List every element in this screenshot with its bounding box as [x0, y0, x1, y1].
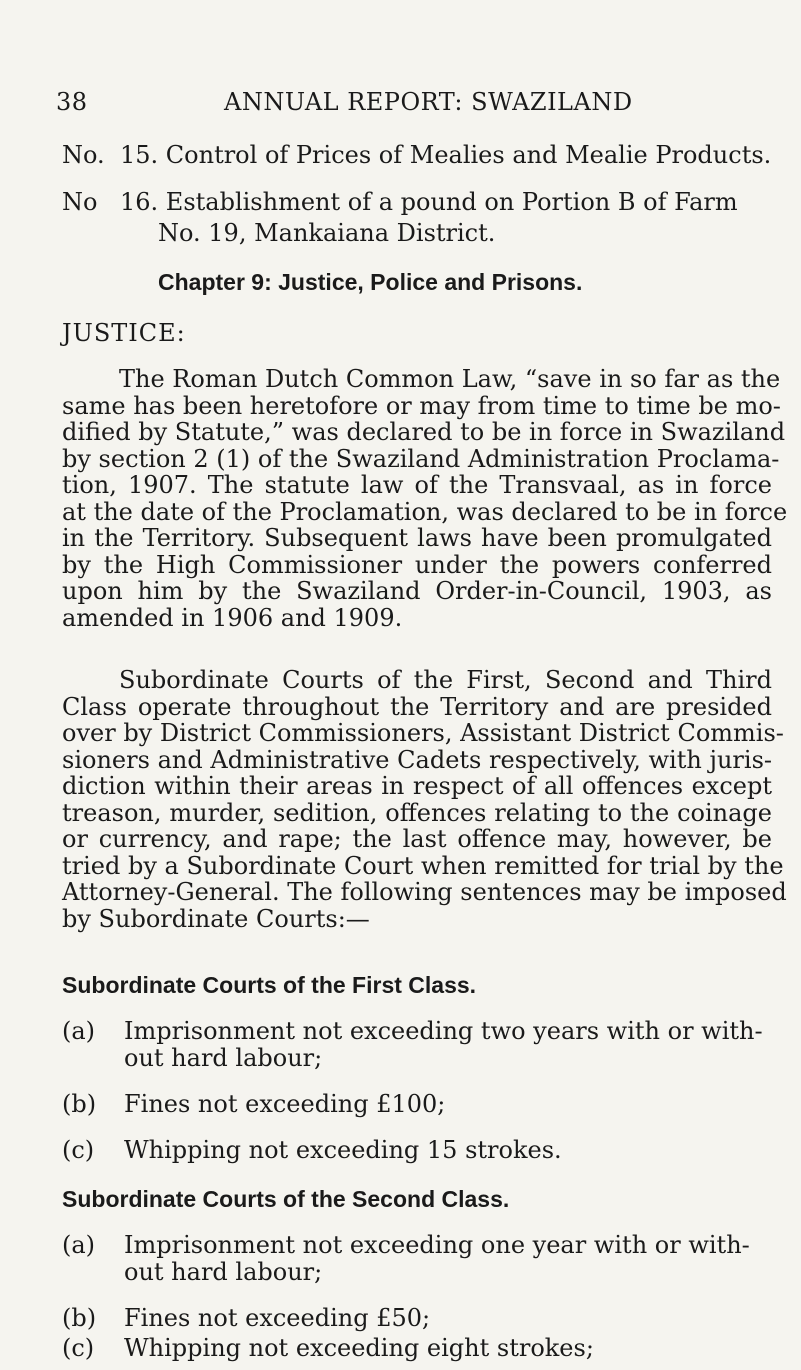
paragraph-line: sioners and Administrative Cadets respectively, with juris-	[62, 745, 772, 774]
running-title: ANNUAL REPORT: SWAZILAND	[224, 88, 633, 116]
paragraph-line: tried by a Subordinate Court when remitted for trial by the	[62, 851, 784, 880]
second-class-item-marker: (c)	[62, 1334, 95, 1362]
paragraph-line: upon him by the Swaziland Order-in-Council, 1903, as	[62, 577, 772, 605]
notice-16-label: No	[62, 188, 98, 216]
notice-15-label: No.	[62, 141, 105, 169]
page-number: 38	[56, 88, 88, 116]
first-class-heading: Subordinate Courts of the First Class.	[62, 972, 477, 998]
paragraph-line: dified by Statute,” was declared to be in force in Swaziland	[62, 418, 786, 446]
paragraph-line: in the Territory. Subsequent laws have been promulgated	[62, 524, 772, 552]
first-class-item-a-line2: out hard labour;	[124, 1044, 323, 1072]
paragraph-line: by Subordinate Courts:—	[62, 904, 370, 933]
justice-heading: JUSTICE:	[62, 319, 186, 347]
chapter-heading: Chapter 9: Justice, Police and Prisons.	[158, 269, 583, 295]
paragraph-line: by section 2 (1) of the Swaziland Administration Proclama-	[62, 444, 780, 473]
second-class-item-a-line2: out hard labour;	[124, 1258, 323, 1286]
paragraph-line: amended in 1906 and 1909.	[62, 603, 403, 632]
paragraph-line: at the date of the Proclamation, was declared to be in force	[62, 497, 788, 526]
second-class-item-a-line1: Imprisonment not exceeding one year with or with-	[124, 1231, 750, 1259]
first-class-item-marker: (b)	[62, 1090, 97, 1118]
notice-16-line1: 16. Establishment of a pound on Portion B of Farm	[120, 188, 738, 216]
paragraph-line: tion, 1907. The statute law of the Transvaal, as in force	[62, 471, 772, 499]
paragraph-line: diction within their areas in respect of all offences except	[62, 772, 772, 800]
second-class-heading: Subordinate Courts of the Second Class.	[62, 1186, 510, 1212]
notice-16-line2: No. 19, Mankaiana District.	[158, 219, 496, 247]
paragraph-line: over by District Commissioners, Assistant District Commis-	[62, 719, 784, 747]
paragraph-line: Attorney-General. The following sentences may be imposed	[62, 878, 787, 906]
paragraph-line: treason, murder, sedition, offences relating to the coinage	[62, 798, 772, 827]
paragraph-line: or currency, and rape; the last offence may, however, be	[62, 825, 772, 853]
paragraph-line: same has been heretofore or may from time to time be mo-	[62, 391, 781, 420]
paragraph-roman-dutch-law	[62, 365, 788, 632]
paragraph-line: Subordinate Courts of the First, Second and Third	[119, 666, 772, 694]
second-class-item-c: Whipping not exceeding eight strokes;	[124, 1334, 594, 1362]
paragraph-line: Class operate throughout the Territory and are presided	[62, 692, 772, 721]
first-class-item-a-line1: Imprisonment not exceeding two years with or with-	[124, 1017, 763, 1045]
paragraph-line: by the High Commissioner under the powers conferred	[62, 550, 772, 579]
first-class-item-c: Whipping not exceeding 15 strokes.	[124, 1136, 562, 1164]
second-class-item-marker: (a)	[62, 1231, 96, 1259]
second-class-item-b: Fines not exceeding £50;	[124, 1304, 431, 1332]
first-class-item-marker: (c)	[62, 1136, 95, 1164]
paragraph-subordinate-courts	[62, 666, 787, 933]
notice-15-text: 15. Control of Prices of Mealies and Mealie Products.	[120, 141, 772, 169]
second-class-item-marker: (b)	[62, 1304, 97, 1332]
first-class-item-marker: (a)	[62, 1017, 96, 1045]
paragraph-line: The Roman Dutch Common Law, “save in so far as the	[119, 365, 781, 393]
first-class-item-b: Fines not exceeding £100;	[124, 1090, 446, 1118]
